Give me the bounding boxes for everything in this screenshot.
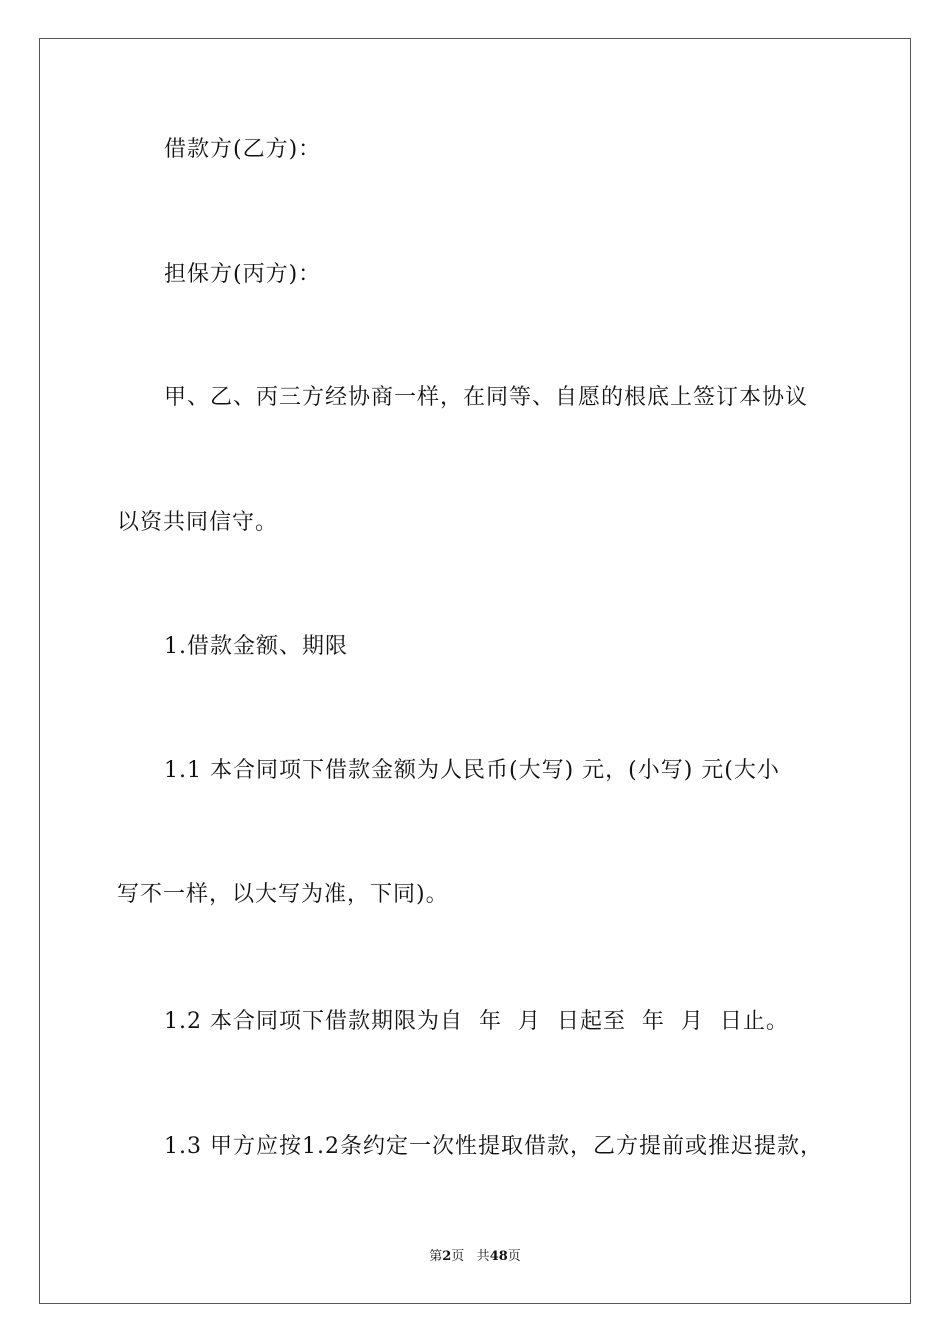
agreement-intro-continuation: 以资共同信守。 (117, 510, 279, 535)
section-heading-loan-amount-term: 1.借款金额、期限 (164, 634, 348, 659)
total-suffix: 页 (507, 1249, 521, 1264)
clause-1-1-line: 1.1 本合同项下借款金额为人民币(大写) 元，(小写) 元(大小 (164, 758, 780, 783)
page-prefix: 第 (429, 1249, 443, 1264)
page-suffix: 页 (451, 1249, 465, 1264)
page-number: 2 (442, 1249, 452, 1264)
agreement-intro-line: 甲、乙、丙三方经协商一样，在同等、自愿的根底上签订本协议 (164, 385, 809, 410)
total-pages: 48 (489, 1249, 508, 1264)
clause-1-2-line: 1.2 本合同项下借款期限为自 年 月 日起至 年 月 日止。 (164, 1009, 789, 1034)
guarantor-line: 担保方(丙方)： (164, 262, 322, 287)
clause-1-3-line: 1.3 甲方应按1.2条约定一次性提取借款，乙方提前或推迟提款， (164, 1134, 823, 1159)
page-footer (0, 1249, 950, 1265)
clause-1-1-continuation: 写不一样，以大写为准，下同)。 (117, 882, 449, 907)
borrower-line: 借款方(乙方)： (164, 137, 322, 162)
total-prefix: 共 (476, 1249, 490, 1264)
page-border (39, 38, 911, 1304)
